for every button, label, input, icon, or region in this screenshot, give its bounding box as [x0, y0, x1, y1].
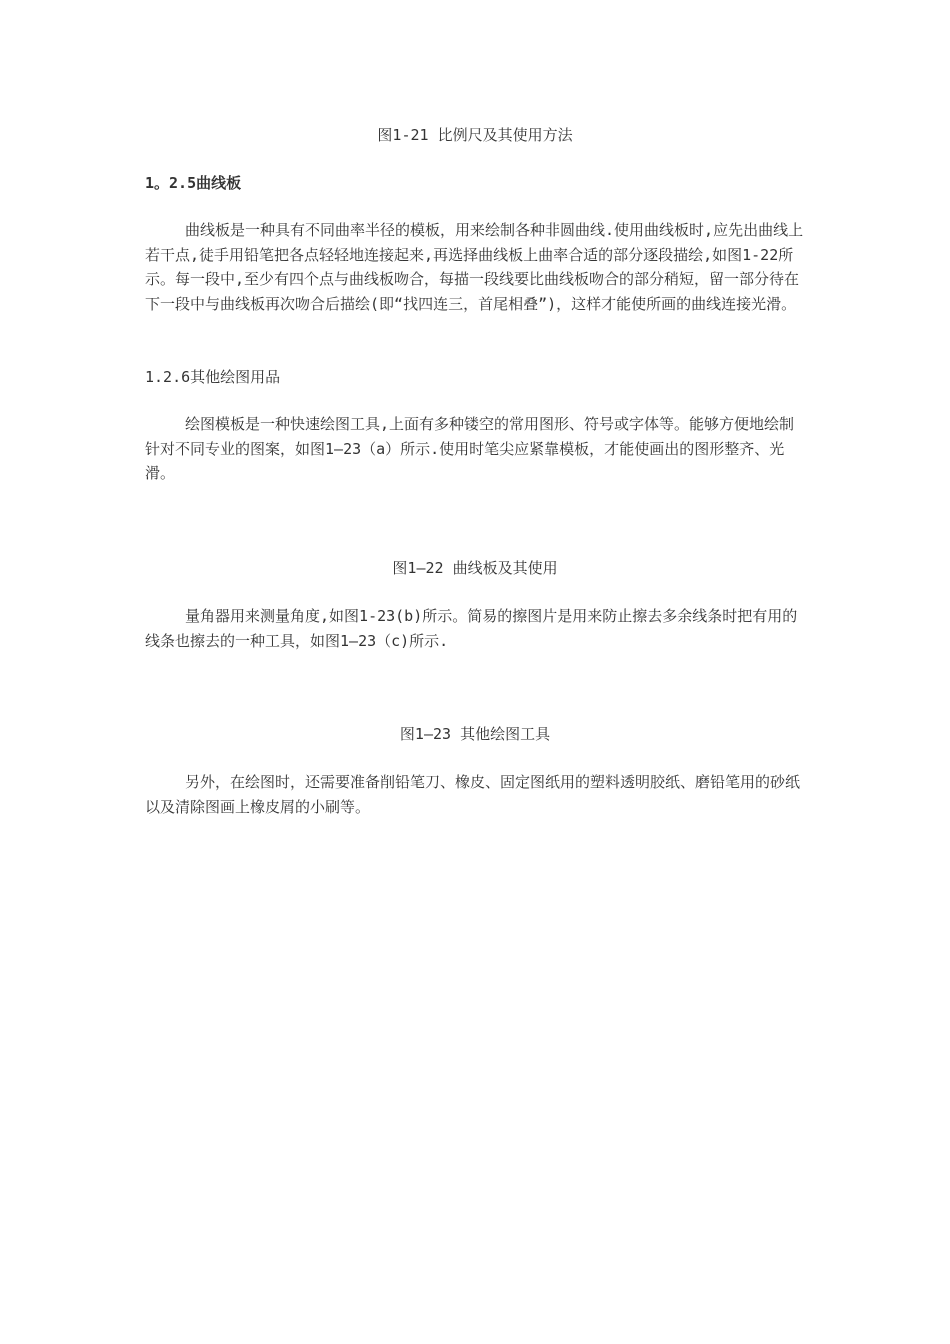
section-heading-1-2-5: 1。2.5曲线板	[145, 174, 242, 192]
paragraph-drawing-template: 绘图模板是一种快速绘图工具,上面有多种镂空的常用图形、符号或字体等。能够方便地绘制针对不同专业的图案，如图1—23（a）所示.使用时笔尖应紧靠模板，才能使画出的图形整齐、光滑。	[145, 415, 795, 482]
figure-caption-1-22: 图1—22 曲线板及其使用	[392, 559, 558, 577]
figure-caption-1-23: 图1—23 其他绘图工具	[399, 725, 551, 743]
paragraph-other-supplies: 另外，在绘图时，还需要准备削铅笔刀、橡皮、固定图纸用的塑料透明胶纸、磨铅笔用的砂纸以及清除图画上橡皮屑的小刷等。	[145, 773, 801, 816]
paragraph-protractor: 量角器用来测量角度,如图1-23(b)所示。简易的擦图片是用来防止擦去多余线条时把有用的线条也擦去的一种工具，如图1—23（c)所示.	[145, 607, 798, 650]
paragraph-curve-board: 曲线板是一种具有不同曲率半径的模板，用来绘制各种非圆曲线.使用曲线板时,应先出曲线上若干点,徒手用铅笔把各点轻轻地连接起来,再选择曲线板上曲率合适的部分逐段描绘,如图1-22所示。每一段中,至少有四个点与曲线板吻合，每描一段线要比曲线板吻合的部分稍短，留一部分待在下一段中与曲线板再次吻合后描绘(即“找四连三，首尾相叠”)，这样才能使所画的曲线连接光滑。	[145, 221, 804, 313]
section-heading-1-2-6: 1.2.6其他绘图用品	[145, 368, 281, 386]
figure-caption-1-21: 图1-21 比例尺及其使用方法	[377, 126, 573, 144]
